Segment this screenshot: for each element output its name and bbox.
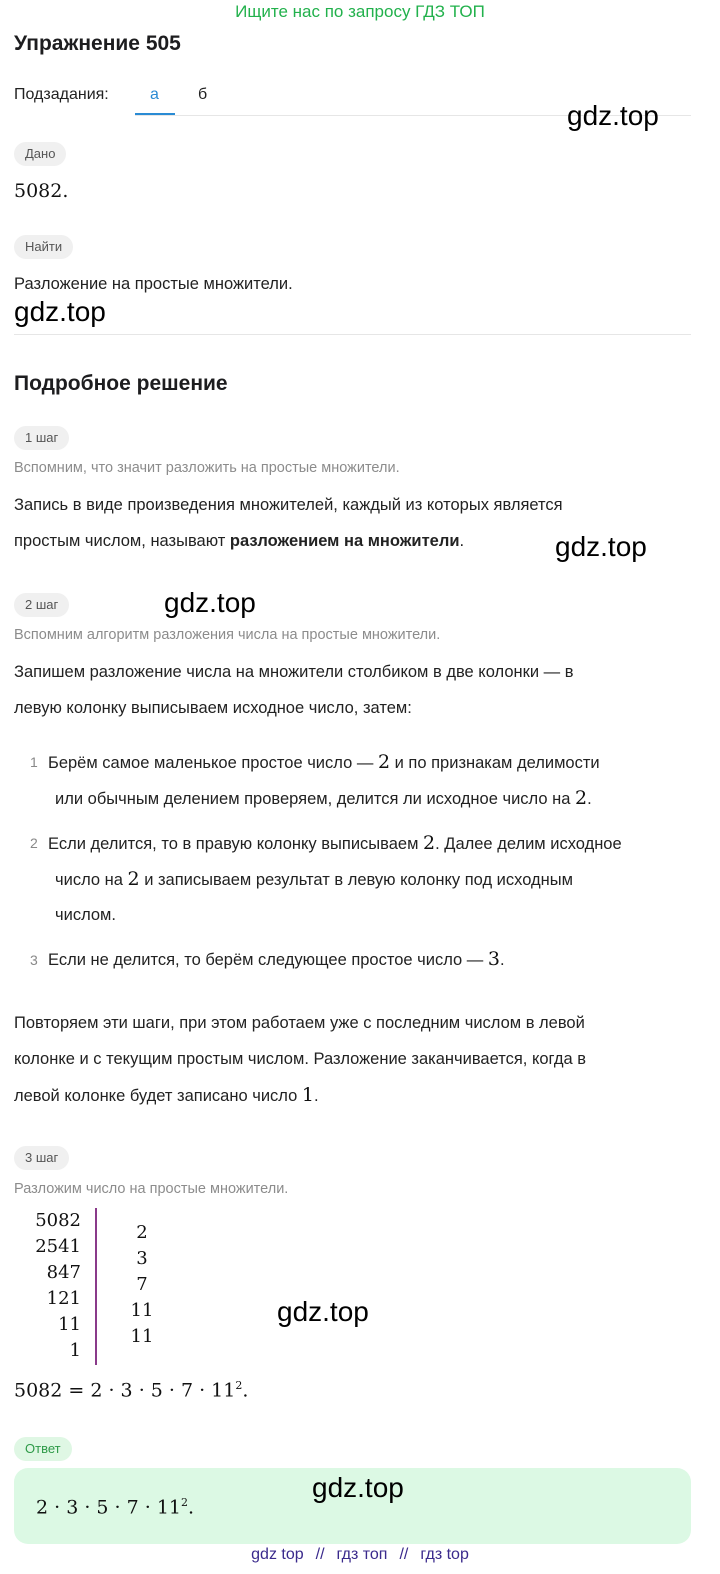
watermark: gdz.top: [164, 587, 256, 618]
search-banner: Ищите нас по запросу ГДЗ ТОП: [235, 2, 485, 21]
list-item-2-line2: число на 2 и записываем результат в левую колонку под исходным: [55, 868, 573, 890]
factor-left-value: 11: [58, 1314, 81, 1335]
footer-separator: //: [315, 1546, 325, 1563]
list-item-number: 2: [30, 835, 38, 851]
factor-left-value: 5082: [35, 1210, 81, 1231]
step2-line2: левую колонку выписываем исходное число, затем:: [14, 699, 412, 717]
section-divider: [14, 334, 691, 335]
factor-left-value: 847: [46, 1262, 81, 1283]
step1-hint: Вспомним, что значит разложить на простые множители.: [14, 460, 400, 476]
factor-right-value: 2: [136, 1222, 148, 1243]
step2-chip: 2 шаг: [14, 593, 69, 617]
watermark: gdz.top: [555, 531, 647, 562]
factor-divider-line: [95, 1208, 97, 1365]
tab-a[interactable]: а: [150, 86, 159, 103]
factor-right-value: 7: [136, 1274, 148, 1295]
watermark: gdz.top: [277, 1296, 369, 1327]
factor-right-value: 3: [136, 1248, 148, 1269]
list-item-1-line1: Берём самое маленькое простое число — 2 и по признакам делимости: [48, 751, 600, 773]
factor-left-column: [11, 1208, 81, 1364]
step2-para-line1: Повторяем эти шаги, при этом работаем уже с последним числом в левой: [14, 1014, 585, 1032]
subtasks-label: Подзадания:: [14, 86, 109, 103]
footer-link[interactable]: гдз топ: [336, 1546, 388, 1563]
step2-para-line2: колонке и с текущим простым числом. Разложение заканчивается, когда в: [14, 1050, 586, 1068]
find-chip: Найти: [14, 235, 73, 259]
list-item-number: 3: [30, 952, 38, 968]
watermark: gdz.top: [14, 296, 106, 327]
given-value: 5082.: [14, 180, 69, 202]
step1-bold-term: разложением на множители: [229, 532, 460, 550]
footer-link[interactable]: гдз top: [420, 1546, 469, 1563]
list-item-2-line1: Если делится, то в правую колонку выписываем 2. Далее делим исходное: [48, 832, 622, 854]
factor-right-value: 11: [130, 1326, 154, 1347]
active-tab-indicator: [135, 113, 175, 115]
given-chip: Дано: [14, 142, 66, 166]
factorization-result: $5082 = 2 \cdot 3 \cdot 5 \cdot 7 \cdot 11^2$.: [14, 1379, 249, 1402]
watermark: gdz.top: [312, 1472, 404, 1503]
footer-links: [0, 1546, 720, 1564]
footer-link[interactable]: gdz top: [251, 1546, 304, 1563]
tab-b[interactable]: б: [198, 86, 208, 103]
step3-hint: Разложим число на простые множители.: [14, 1181, 289, 1197]
step1-chip: 1 шаг: [14, 426, 69, 450]
step3-chip: 3 шаг: [14, 1146, 69, 1170]
factor-right-column: [122, 1220, 162, 1350]
list-item-1-line2: или обычным делением проверяем, делится ли исходное число на 2.: [55, 787, 592, 809]
step2-para-line3: левой колонке будет записано число 1.: [14, 1084, 319, 1106]
list-item-3-line1: Если не делится, то берём следующее простое число — 3.: [48, 948, 505, 970]
step2-line1: Запишем разложение числа на множители столбиком в две колонки — в: [14, 663, 574, 681]
solution-title: Подробное решение: [14, 372, 228, 395]
answer-value: $2 \cdot 3 \cdot 5 \cdot 7 \cdot 11^2$.: [36, 1496, 195, 1519]
list-item-2-line3: числом.: [55, 906, 116, 924]
factor-left-value: 2541: [35, 1236, 81, 1257]
footer-separator: //: [399, 1546, 409, 1563]
step1-line2: простым числом, называют разложением на множители.: [14, 532, 465, 550]
factor-right-value: 11: [130, 1300, 154, 1321]
find-text: Разложение на простые множители.: [14, 275, 293, 293]
watermark: gdz.top: [567, 100, 659, 131]
step2-hint: Вспомним алгоритм разложения числа на простые множители.: [14, 627, 441, 643]
factor-left-value: 121: [46, 1288, 81, 1309]
step1-line1: Запись в виде произведения множителей, каждый из которых является: [14, 496, 563, 514]
page-title: Упражнение 505: [14, 32, 181, 55]
answer-chip: Ответ: [14, 1437, 72, 1461]
list-item-number: 1: [30, 754, 38, 770]
factor-left-value: 1: [69, 1340, 81, 1361]
